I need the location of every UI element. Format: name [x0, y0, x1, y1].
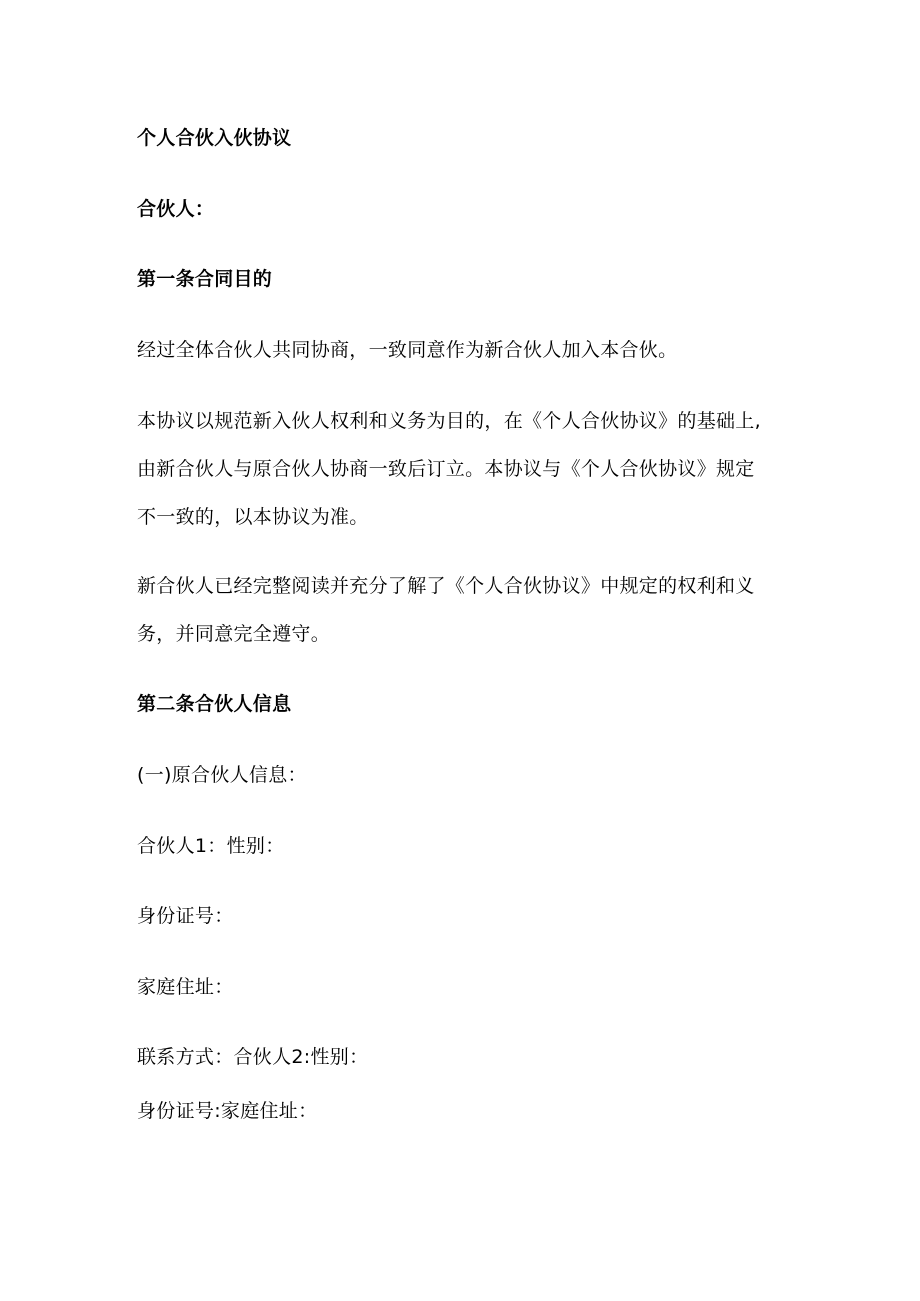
article1-heading: 第一条合同目的	[137, 268, 273, 290]
paragraph-2-line-3: 不一致的，以本协议为准。	[137, 506, 369, 528]
partner-label: 合伙人：	[137, 198, 215, 220]
id-number-line: 身份证号：	[137, 905, 234, 927]
section1-heading: (一)原合伙人信息：	[137, 764, 307, 786]
id-address-line: 身份证号:家庭住址：	[137, 1100, 318, 1122]
document-title: 个人合伙入伙协议	[137, 127, 292, 149]
paragraph-3-line-2: 务，并同意完全遵守。	[137, 623, 331, 645]
contact-partner2-line: 联系方式：合伙人2:性别：	[137, 1046, 369, 1068]
paragraph-1: 经过全体合伙人共同协商，一致同意作为新合伙人加入本合伙。	[137, 339, 678, 361]
paragraph-3-line-1: 新合伙人已经完整阅读并充分了解了《个人合伙协议》中规定的权利和义	[137, 575, 755, 597]
article2-heading: 第二条合伙人信息	[137, 693, 292, 715]
partner1-line: 合伙人1：性别：	[137, 835, 285, 857]
paragraph-2-line-2: 由新合伙人与原合伙人协商一致后订立。本协议与《个人合伙协议》规定	[137, 458, 755, 480]
home-address-line: 家庭住址：	[137, 976, 234, 998]
paragraph-2-line-1: 本协议以规范新入伙人权利和义务为目的，在《个人合伙协议》的基础上,	[137, 410, 761, 432]
